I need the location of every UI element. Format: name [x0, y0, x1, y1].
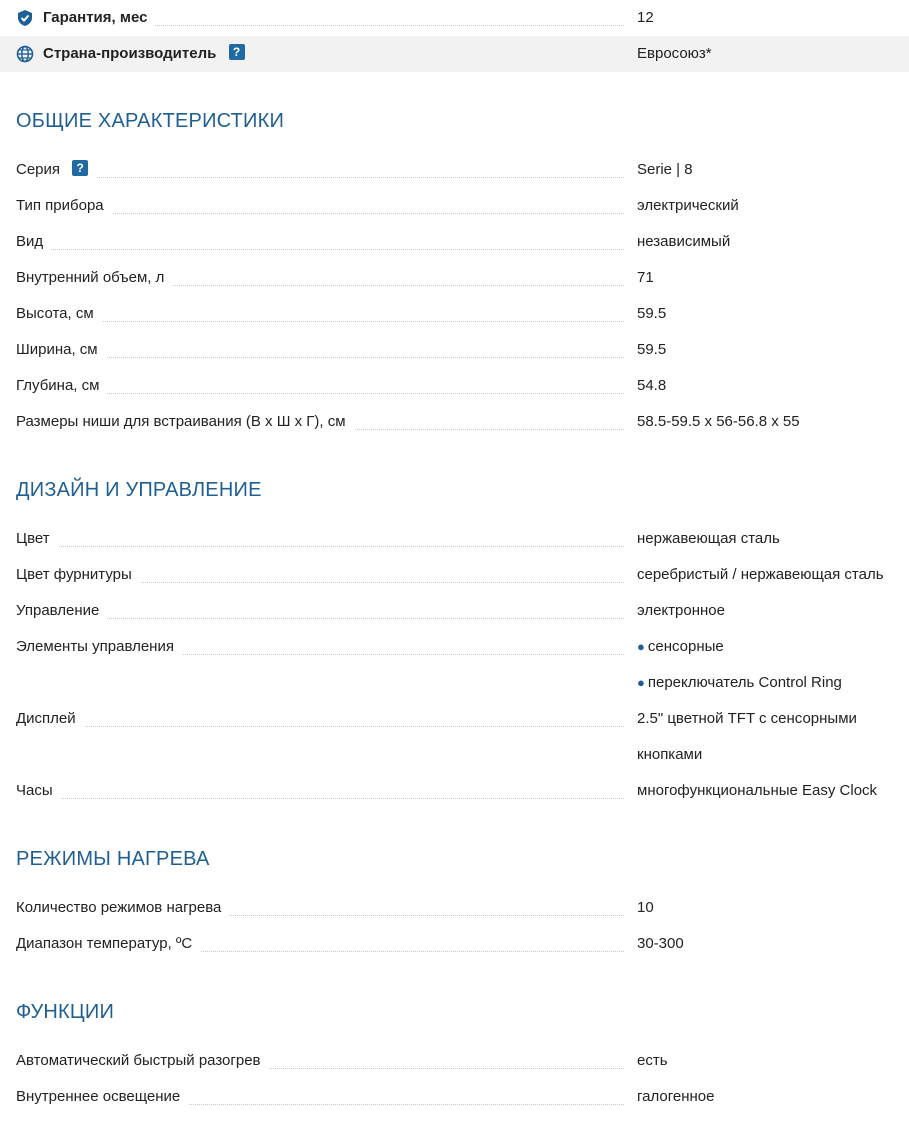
spec-value: независимый — [637, 233, 731, 250]
spec-label: Цвет — [16, 521, 58, 557]
section-heading-general: ОБЩИЕ ХАРАКТЕРИСТИКИ — [16, 110, 285, 132]
spec-value: нержавеющая сталь — [637, 530, 780, 547]
spec-row-width — [0, 332, 909, 368]
spec-value: 59.5 — [637, 305, 667, 322]
spec-row-warranty — [0, 0, 909, 36]
spec-label: Серия ? — [16, 152, 96, 188]
spec-row-volume — [0, 260, 909, 296]
spec-row-modes — [0, 890, 909, 926]
spec-row-series — [0, 152, 909, 188]
spec-value: есть — [637, 1052, 668, 1069]
dotted-leader — [16, 798, 624, 799]
spec-row-elements-cont — [0, 665, 909, 701]
spec-value: 30-300 — [637, 935, 684, 952]
shield-check-icon — [16, 9, 34, 27]
spec-value: 10 — [637, 899, 654, 916]
bullet-icon: ● — [637, 639, 645, 654]
spec-row-kind — [0, 224, 909, 260]
spec-value: Serie | 8 — [637, 161, 693, 178]
spec-label: Цвет фурнитуры — [16, 557, 140, 593]
spec-row-country — [0, 36, 909, 72]
spec-value: электрический — [637, 197, 739, 214]
spec-label: Размеры ниши для встраивания (В х Ш х Г), см — [16, 404, 354, 440]
spec-label: Элементы управления — [16, 629, 182, 665]
spec-row-light — [0, 1079, 909, 1115]
dotted-leader — [16, 321, 624, 322]
spec-row-preheat — [0, 1043, 909, 1079]
spec-row-fittings — [0, 557, 909, 593]
dotted-leader — [16, 177, 624, 178]
spec-label: Автоматический быстрый разогрев — [16, 1043, 269, 1079]
spec-value: ● переключатель Control Ring — [637, 674, 842, 691]
spec-row-control — [0, 593, 909, 629]
spec-label: Диапазон температур, ºС — [16, 926, 200, 962]
dotted-leader — [16, 726, 624, 727]
spec-row-niche — [0, 404, 909, 440]
dotted-leader — [16, 249, 624, 250]
spec-label: Часы — [16, 773, 61, 809]
spec-label: Глубина, см — [16, 368, 107, 404]
spec-value: 54.8 — [637, 377, 667, 394]
spec-label: Страна-производитель ? — [16, 36, 253, 72]
spec-row-depth — [0, 368, 909, 404]
spec-value: электронное — [637, 602, 725, 619]
spec-value: ● сенсорные — [637, 638, 724, 655]
spec-row-temp — [0, 926, 909, 962]
spec-label: Дисплей — [16, 701, 84, 737]
spec-label: Вид — [16, 224, 51, 260]
spec-value: галогенное — [637, 1088, 715, 1105]
globe-icon — [16, 45, 34, 63]
spec-label: Внутреннее освещение — [16, 1079, 188, 1115]
spec-value: 12 — [637, 9, 654, 26]
spec-row-display — [0, 701, 909, 737]
spec-row-height — [0, 296, 909, 332]
spec-label: Внутренний объем, л — [16, 260, 172, 296]
dotted-leader — [16, 357, 624, 358]
section-heading-functions: ФУНКЦИИ — [16, 1001, 115, 1023]
spec-label: Высота, см — [16, 296, 102, 332]
bullet-icon: ● — [637, 675, 645, 690]
spec-row-elements — [0, 629, 909, 665]
spec-value: кнопками — [637, 746, 703, 763]
spec-value: 2.5" цветной TFT с сенсорными — [637, 710, 857, 727]
spec-label: Количество режимов нагрева — [16, 890, 229, 926]
spec-value: 71 — [637, 269, 654, 286]
spec-label: Тип прибора — [16, 188, 112, 224]
help-icon[interactable]: ? — [229, 44, 245, 60]
spec-row-color — [0, 521, 909, 557]
spec-label: Гарантия, мес — [16, 0, 155, 36]
spec-value: 59.5 — [637, 341, 667, 358]
spec-value: многофункциональные Easy Clock — [637, 782, 878, 799]
section-heading-heating: РЕЖИМЫ НАГРЕВА — [16, 848, 210, 870]
spec-value: серебристый / нержавеющая сталь — [637, 566, 884, 583]
spec-value: 58.5-59.5 х 56-56.8 х 55 — [637, 413, 800, 430]
spec-value: Евросоюз* — [637, 45, 712, 62]
spec-row-clock — [0, 773, 909, 809]
section-heading-design: ДИЗАЙН И УПРАВЛЕНИЕ — [16, 479, 262, 501]
spec-label: Ширина, см — [16, 332, 106, 368]
spec-row-display-cont — [0, 737, 909, 773]
dotted-leader — [16, 546, 624, 547]
help-icon[interactable]: ? — [72, 160, 88, 176]
spec-label: Управление — [16, 593, 107, 629]
spec-row-type — [0, 188, 909, 224]
